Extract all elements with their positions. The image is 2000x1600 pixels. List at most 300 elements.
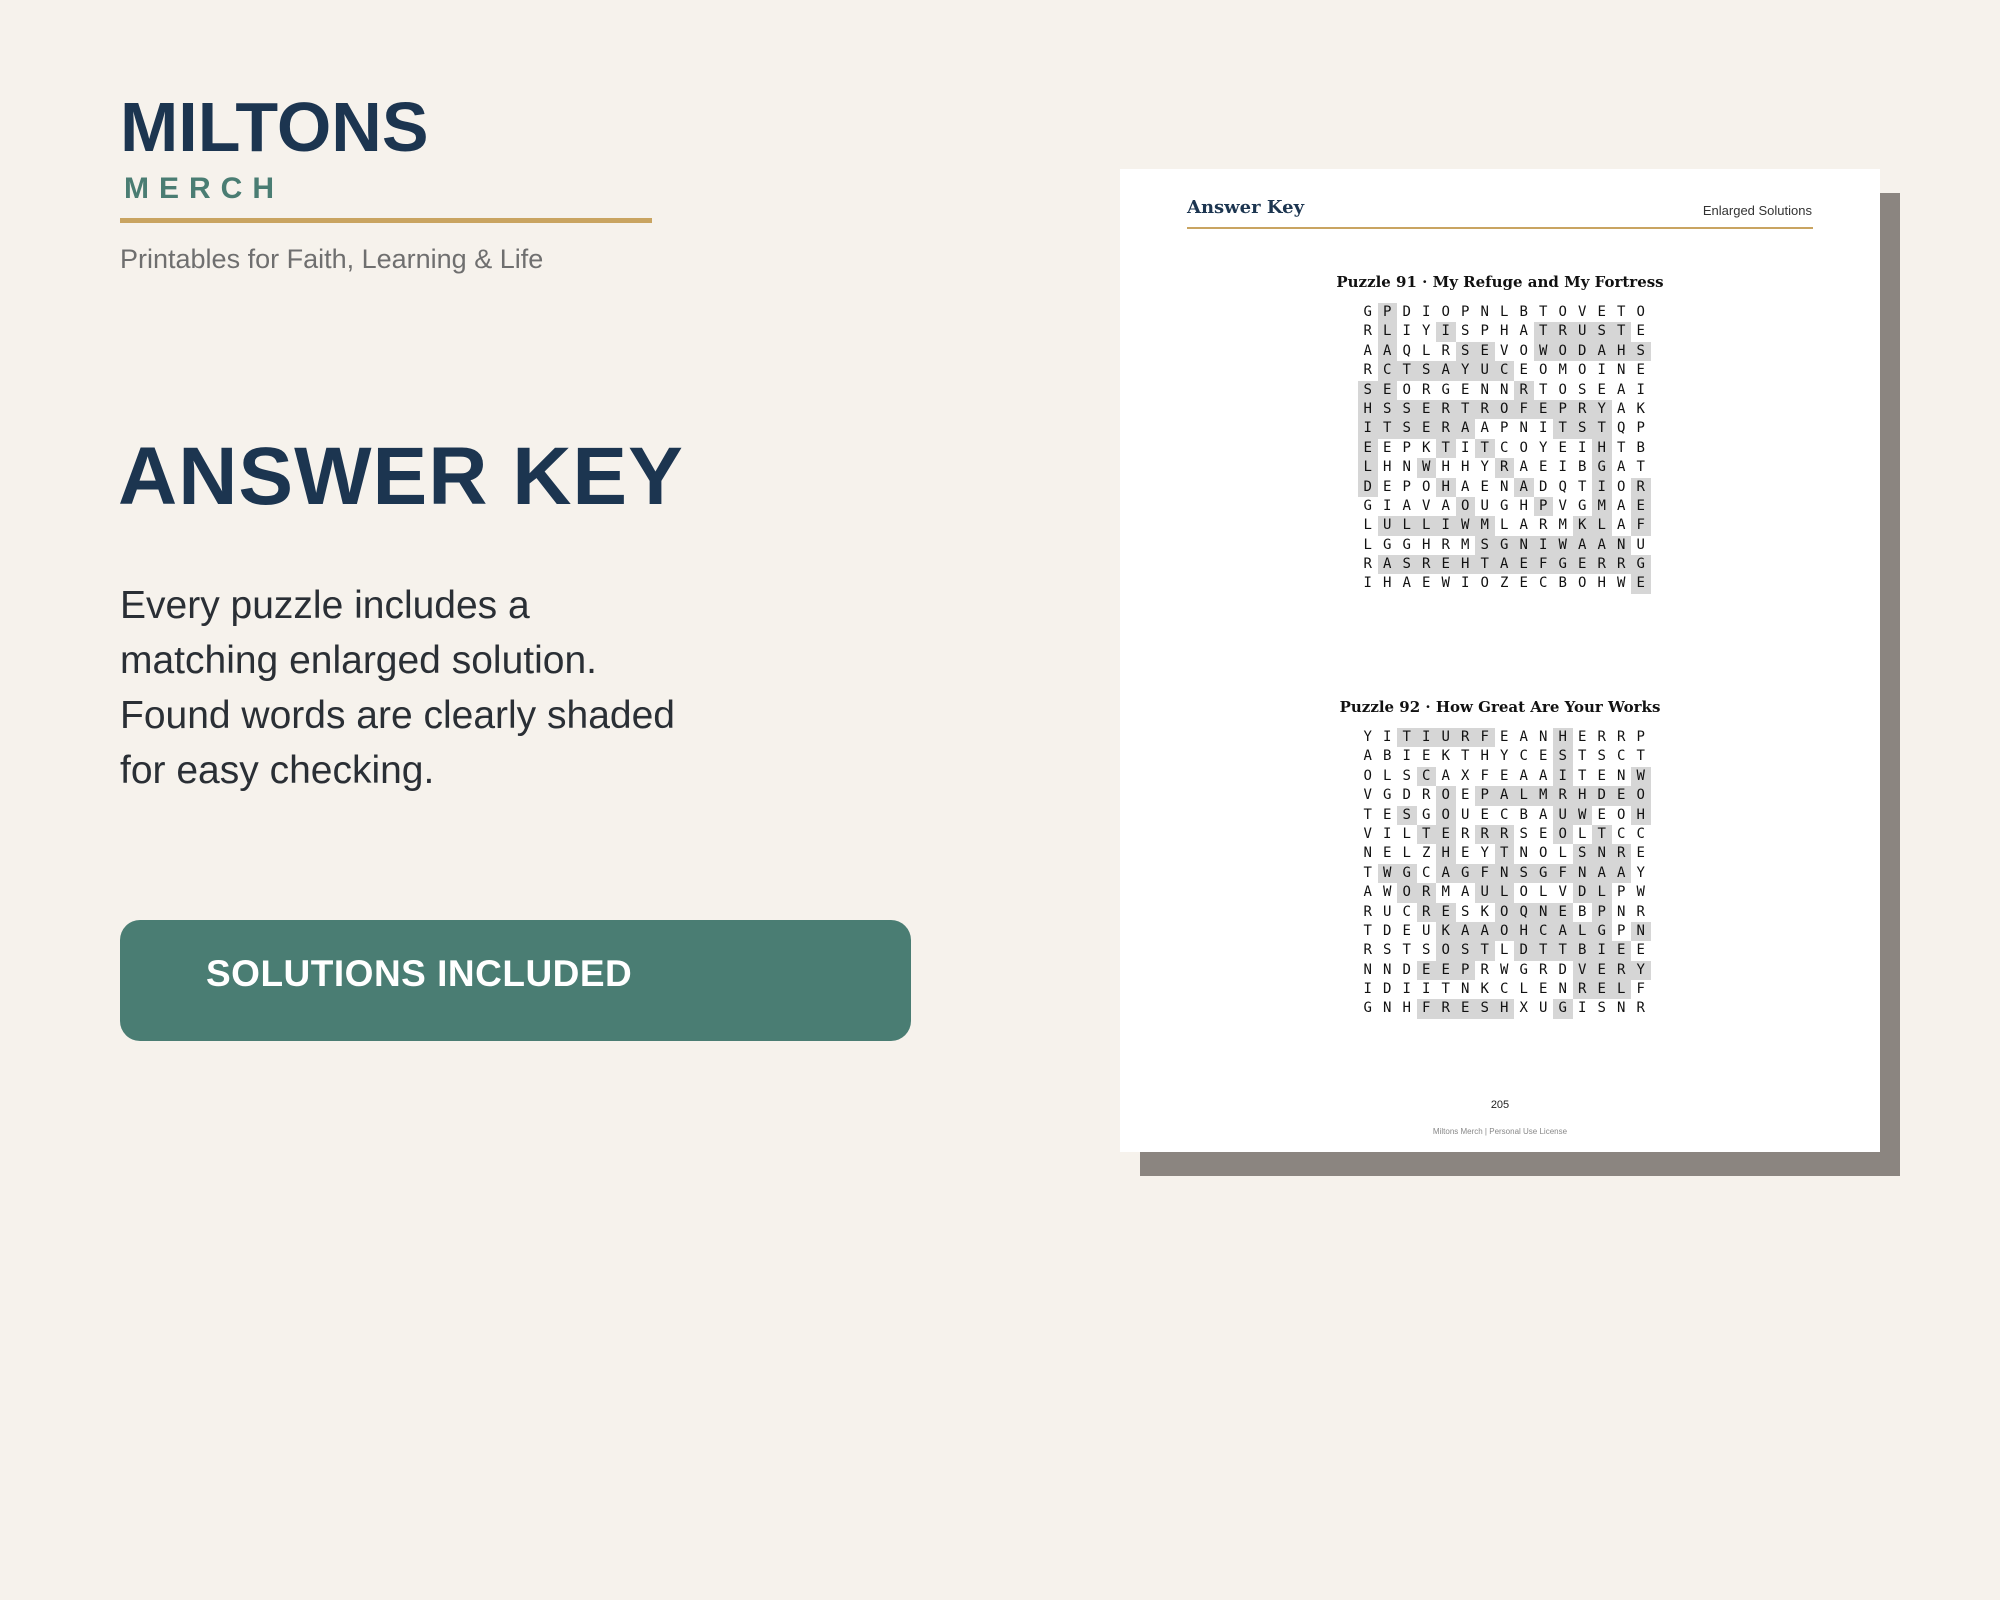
grid-cell: K — [1436, 922, 1456, 941]
brand-logo — [120, 88, 429, 206]
grid-cell: A — [1441, 497, 1450, 514]
grid-cell: T — [1475, 555, 1495, 574]
grid-cell: L — [1514, 786, 1534, 805]
grid-cell: M — [1441, 884, 1450, 901]
grid-cell: B — [1578, 459, 1587, 476]
grid-cell: G — [1363, 497, 1372, 514]
grid-cell: A — [1617, 400, 1626, 417]
grid-cell: A — [1495, 555, 1515, 574]
grid-cell: I — [1534, 536, 1554, 555]
grid-cell: C — [1417, 767, 1437, 786]
grid-cell: A — [1456, 922, 1476, 941]
grid-cell: G — [1397, 864, 1417, 883]
grid-cell: E — [1402, 922, 1411, 939]
grid-cell: T — [1578, 748, 1587, 765]
grid-cell: W — [1500, 961, 1509, 978]
grid-cell: S — [1461, 903, 1470, 920]
grid-cell: Y — [1539, 439, 1548, 456]
grid-cell: N — [1480, 381, 1489, 398]
grid-cell: O — [1539, 845, 1548, 862]
grid-cell: R — [1495, 458, 1515, 477]
grid-cell: O — [1553, 825, 1573, 844]
grid-cell: A — [1456, 419, 1476, 438]
answer-key-page-preview — [1120, 169, 1880, 1152]
grid-cell: A — [1612, 864, 1632, 883]
grid-cell: E — [1461, 381, 1470, 398]
description-line: for easy checking. — [120, 749, 435, 792]
grid-cell: L — [1358, 458, 1378, 477]
grid-cell: N — [1631, 922, 1651, 941]
grid-cell: H — [1480, 748, 1489, 765]
grid-cell: M — [1558, 517, 1567, 534]
grid-cell: N — [1363, 845, 1372, 862]
grid-cell: U — [1636, 536, 1645, 553]
grid-cell: E — [1534, 400, 1554, 419]
grid-cell: N — [1363, 961, 1372, 978]
grid-cell: S — [1573, 419, 1593, 438]
grid-cell: E — [1631, 497, 1651, 516]
grid-cell: E — [1573, 555, 1593, 574]
grid-cell: R — [1363, 942, 1372, 959]
grid-cell: U — [1378, 516, 1398, 535]
grid-cell: L — [1519, 981, 1528, 998]
grid-cell: A — [1519, 729, 1528, 745]
grid-cell: L — [1500, 304, 1509, 320]
grid-cell: S — [1378, 400, 1398, 419]
grid-cell: N — [1612, 536, 1632, 555]
grid-cell: E — [1417, 400, 1437, 419]
grid-cell: N — [1558, 981, 1567, 998]
grid-cell: P — [1402, 478, 1411, 495]
grid-cell: R — [1422, 381, 1431, 398]
grid-cell: A — [1519, 323, 1528, 340]
grid-cell: L — [1500, 517, 1509, 534]
grid-cell: E — [1422, 575, 1431, 592]
grid-cell: P — [1461, 304, 1470, 320]
brand-divider — [120, 218, 652, 223]
grid-cell: S — [1397, 419, 1417, 438]
grid-cell: E — [1636, 323, 1645, 340]
grid-cell: A — [1378, 342, 1398, 361]
grid-cell: E — [1539, 825, 1548, 842]
grid-cell: I — [1417, 728, 1437, 747]
grid-cell: U — [1383, 903, 1392, 920]
grid-cell: B — [1578, 903, 1587, 920]
grid-cell: R — [1539, 517, 1548, 534]
grid-cell: A — [1592, 342, 1612, 361]
grid-cell: K — [1573, 516, 1593, 535]
grid-cell: A — [1539, 767, 1548, 784]
grid-cell: D — [1383, 922, 1392, 939]
grid-cell: T — [1475, 941, 1495, 960]
grid-cell: B — [1636, 439, 1645, 456]
grid-cell: O — [1519, 439, 1528, 456]
grid-cell: P — [1480, 323, 1489, 340]
grid-cell: S — [1475, 999, 1495, 1018]
grid-cell: G — [1631, 555, 1651, 574]
grid-cell: A — [1461, 884, 1470, 901]
grid-cell: E — [1475, 342, 1495, 361]
grid-cell: R — [1363, 362, 1372, 379]
grid-cell: E — [1383, 845, 1392, 862]
grid-cell: N — [1617, 903, 1626, 920]
grid-cell: I — [1558, 459, 1567, 476]
grid-cell: I — [1402, 323, 1411, 340]
grid-cell: S — [1519, 825, 1528, 842]
page-subtitle: Enlarged Solutions — [1702, 203, 1812, 218]
grid-cell: D — [1514, 941, 1534, 960]
grid-cell: U — [1475, 883, 1495, 902]
grid-cell: O — [1363, 767, 1372, 784]
grid-cell: E — [1539, 981, 1548, 998]
grid-cell: E — [1461, 845, 1470, 862]
grid-cell: B — [1573, 941, 1593, 960]
grid-cell: P — [1553, 400, 1573, 419]
grid-cell: E — [1422, 748, 1431, 765]
grid-cell: I — [1461, 575, 1470, 592]
grid-cell: T — [1592, 825, 1612, 844]
grid-cell: O — [1436, 806, 1456, 825]
grid-cell: C — [1519, 748, 1528, 765]
grid-cell: E — [1456, 999, 1476, 1018]
grid-cell: F — [1534, 555, 1554, 574]
grid-cell: E — [1436, 961, 1456, 980]
grid-cell: W — [1441, 575, 1450, 592]
grid-cell: O — [1422, 478, 1431, 495]
grid-cell: Q — [1402, 342, 1411, 359]
grid-cell: O — [1558, 304, 1567, 320]
grid-cell: L — [1363, 536, 1372, 553]
grid-cell: M — [1534, 786, 1554, 805]
grid-cell: C — [1500, 981, 1509, 998]
grid-cell: W — [1617, 575, 1626, 592]
grid-cell: O — [1636, 304, 1645, 320]
grid-cell: P — [1500, 420, 1509, 437]
grid-cell: T — [1553, 419, 1573, 438]
grid-cell: W — [1534, 342, 1554, 361]
grid-cell: L — [1612, 980, 1632, 999]
grid-cell: Q — [1617, 420, 1626, 437]
solutions-badge — [120, 920, 911, 1041]
grid-cell: C — [1402, 903, 1411, 920]
grid-cell: G — [1592, 922, 1612, 941]
grid-cell: E — [1378, 381, 1398, 400]
grid-cell: O — [1617, 806, 1626, 823]
grid-cell: O — [1539, 362, 1548, 379]
grid-cell: O — [1397, 883, 1417, 902]
grid-cell: O — [1436, 786, 1456, 805]
grid-cell: P — [1617, 884, 1626, 901]
grid-cell: E — [1480, 478, 1489, 495]
grid-cell: K — [1422, 439, 1431, 456]
grid-cell: T — [1397, 728, 1417, 747]
grid-cell: H — [1612, 342, 1632, 361]
grid-cell: A — [1402, 497, 1411, 514]
grid-cell: K — [1636, 400, 1645, 417]
grid-cell: G — [1363, 1000, 1372, 1017]
grid-cell: T — [1456, 400, 1476, 419]
grid-cell: U — [1480, 497, 1489, 514]
grid-cell: W — [1573, 806, 1593, 825]
grid-cell: C — [1422, 864, 1431, 881]
grid-cell: S — [1573, 844, 1593, 863]
grid-cell: I — [1592, 941, 1612, 960]
grid-cell: F — [1480, 767, 1489, 784]
grid-cell: A — [1539, 806, 1548, 823]
grid-cell: R — [1441, 536, 1450, 553]
grid-cell: P — [1592, 903, 1612, 922]
solutions-badge-label: SOLUTIONS INCLUDED — [206, 953, 633, 994]
grid-cell: G — [1441, 381, 1450, 398]
grid-cell: E — [1500, 767, 1509, 784]
grid-cell: I — [1383, 497, 1392, 514]
grid-cell: T — [1578, 767, 1587, 784]
grid-cell: E — [1597, 806, 1606, 823]
grid-cell: T — [1636, 748, 1645, 765]
grid-cell: S — [1597, 1000, 1606, 1017]
grid-cell: A — [1378, 555, 1398, 574]
grid-cell: A — [1480, 420, 1489, 437]
grid-cell: S — [1456, 342, 1476, 361]
grid-cell: G — [1553, 999, 1573, 1018]
grid-cell: U — [1553, 806, 1573, 825]
grid-cell: S — [1402, 767, 1411, 784]
grid-cell: Y — [1631, 961, 1651, 980]
grid-cell: R — [1363, 323, 1372, 340]
grid-cell: Y — [1480, 845, 1489, 862]
grid-cell: E — [1436, 555, 1456, 574]
grid-cell: A — [1514, 478, 1534, 497]
grid-cell: V — [1363, 787, 1372, 804]
grid-cell: A — [1617, 517, 1626, 534]
grid-cell: T — [1475, 439, 1495, 458]
grid-cell: A — [1553, 922, 1573, 941]
grid-cell: V — [1573, 961, 1593, 980]
page-number: 205 — [1490, 1099, 1510, 1111]
grid-cell: O — [1441, 304, 1450, 320]
grid-cell: R — [1592, 555, 1612, 574]
grid-cell: T — [1461, 748, 1470, 765]
grid-cell: T — [1539, 381, 1548, 398]
grid-cell: G — [1578, 497, 1587, 514]
grid-cell: E — [1612, 941, 1632, 960]
grid-cell: L — [1383, 767, 1392, 784]
grid-cell: R — [1495, 825, 1515, 844]
grid-cell: H — [1422, 536, 1431, 553]
grid-cell: L — [1417, 516, 1437, 535]
grid-cell: E — [1597, 767, 1606, 784]
grid-cell: C — [1617, 748, 1626, 765]
grid-cell: A — [1461, 478, 1470, 495]
grid-cell: D — [1558, 961, 1567, 978]
grid-cell: Z — [1500, 575, 1509, 592]
grid-cell: P — [1636, 420, 1645, 437]
grid-cell: S — [1461, 323, 1470, 340]
grid-cell: V — [1363, 825, 1372, 842]
grid-cell: O — [1480, 575, 1489, 592]
grid-cell: W — [1456, 516, 1476, 535]
grid-cell: H — [1495, 999, 1515, 1018]
grid-cell: E — [1417, 961, 1437, 980]
grid-cell: H — [1456, 555, 1476, 574]
grid-cell: E — [1558, 439, 1567, 456]
grid-cell: G — [1500, 497, 1509, 514]
grid-cell: H — [1514, 922, 1534, 941]
grid-cell: W — [1631, 767, 1651, 786]
grid-cell: N — [1461, 981, 1470, 998]
grid-cell: N — [1573, 864, 1593, 883]
grid-cell: I — [1363, 981, 1372, 998]
grid-cell: U — [1539, 1000, 1548, 1017]
grid-cell: D — [1358, 478, 1378, 497]
brand-tagline: Printables for Faith, Learning & Life — [120, 244, 544, 274]
grid-cell: R — [1631, 478, 1651, 497]
grid-cell: Y — [1480, 459, 1489, 476]
grid-cell: K — [1480, 903, 1489, 920]
grid-cell: O — [1495, 400, 1515, 419]
grid-cell: R — [1612, 961, 1632, 980]
grid-cell: Q — [1514, 903, 1534, 922]
grid-cell: L — [1495, 883, 1515, 902]
grid-cell: P — [1636, 729, 1645, 745]
grid-cell: S — [1553, 747, 1573, 766]
grid-cell: R — [1436, 419, 1456, 438]
grid-cell: G — [1553, 555, 1573, 574]
grid-cell: P — [1617, 922, 1626, 939]
grid-cell: B — [1519, 806, 1528, 823]
grid-cell: C — [1539, 575, 1548, 592]
grid-cell: T — [1612, 322, 1632, 341]
grid-cell: G — [1383, 787, 1392, 804]
grid-cell: E — [1383, 439, 1392, 456]
grid-cell: O — [1578, 362, 1587, 379]
grid-cell: E — [1553, 903, 1573, 922]
grid-cell: H — [1383, 575, 1392, 592]
grid-cell: R — [1573, 400, 1593, 419]
grid-cell: R — [1475, 400, 1495, 419]
grid-cell: S — [1417, 361, 1437, 380]
grid-cell: C — [1500, 806, 1509, 823]
grid-cell: S — [1578, 381, 1587, 398]
grid-cell: S — [1475, 536, 1495, 555]
grid-cell: I — [1592, 478, 1612, 497]
grid-cell: O — [1436, 941, 1456, 960]
grid-cell: N — [1402, 459, 1411, 476]
grid-cell: N — [1534, 903, 1554, 922]
grid-cell: R — [1612, 555, 1632, 574]
grid-cell: U — [1475, 361, 1495, 380]
grid-cell: E — [1500, 729, 1509, 745]
grid-cell: E — [1436, 825, 1456, 844]
grid-cell: T — [1397, 361, 1417, 380]
grid-cell: H — [1500, 323, 1509, 340]
grid-cell: A — [1573, 536, 1593, 555]
grid-cell: V — [1422, 497, 1431, 514]
grid-cell: F — [1475, 728, 1495, 747]
grid-cell: P — [1475, 786, 1495, 805]
grid-cell: A — [1363, 748, 1372, 765]
grid-cell: I — [1383, 729, 1392, 745]
grid-cell: S — [1422, 942, 1431, 959]
grid-cell: I — [1436, 322, 1456, 341]
grid-cell: A — [1592, 864, 1612, 883]
grid-cell: D — [1539, 478, 1548, 495]
grid-cell: A — [1363, 884, 1372, 901]
grid-cell: S — [1597, 748, 1606, 765]
grid-cell: F — [1514, 400, 1534, 419]
grid-cell: L — [1397, 516, 1417, 535]
grid-cell: N — [1480, 304, 1489, 320]
description-line: matching enlarged solution. — [120, 639, 597, 682]
grid-cell: T — [1495, 844, 1515, 863]
grid-cell: G — [1363, 304, 1372, 320]
grid-cell: I — [1461, 439, 1470, 456]
grid-cell: N — [1500, 478, 1509, 495]
grid-cell: E — [1612, 786, 1632, 805]
grid-cell: R — [1553, 786, 1573, 805]
word-search-grid — [1358, 728, 1651, 1019]
brand-name: MILTONS — [120, 88, 429, 166]
word-search-grid — [1358, 303, 1651, 594]
grid-cell: A — [1519, 517, 1528, 534]
grid-cell: I — [1597, 362, 1606, 379]
grid-cell: E — [1578, 729, 1587, 745]
grid-cell: Y — [1456, 361, 1476, 380]
grid-cell: L — [1573, 922, 1593, 941]
grid-cell: E — [1636, 845, 1645, 862]
grid-cell: I — [1422, 981, 1431, 998]
grid-cell: N — [1617, 767, 1626, 784]
grid-cell: D — [1402, 787, 1411, 804]
grid-cell: C — [1378, 361, 1398, 380]
grid-cell: O — [1578, 575, 1587, 592]
grid-cell: E — [1519, 362, 1528, 379]
page-title: Answer Key — [1187, 197, 1305, 218]
grid-cell: T — [1417, 825, 1437, 844]
grid-cell: F — [1631, 516, 1651, 535]
grid-cell: H — [1358, 400, 1378, 419]
description — [120, 578, 720, 798]
grid-cell: H — [1441, 459, 1450, 476]
grid-cell: E — [1514, 555, 1534, 574]
grid-cell: V — [1558, 884, 1567, 901]
grid-cell: A — [1436, 864, 1456, 883]
grid-cell: I — [1358, 419, 1378, 438]
grid-cell: L — [1558, 845, 1567, 862]
brand-subname: MERCH — [124, 172, 284, 205]
page-divider — [1187, 227, 1813, 229]
grid-cell: E — [1461, 787, 1470, 804]
grid-cell: T — [1363, 806, 1372, 823]
grid-cell: H — [1402, 1000, 1411, 1017]
grid-cell: R — [1553, 322, 1573, 341]
description-line: Found words are clearly shaded — [120, 694, 675, 737]
grid-cell: P — [1534, 497, 1554, 516]
grid-cell: Z — [1422, 845, 1431, 862]
grid-cell: E — [1417, 419, 1437, 438]
grid-cell: L — [1592, 883, 1612, 902]
grid-cell: H — [1573, 786, 1593, 805]
grid-cell: A — [1592, 536, 1612, 555]
grid-cell: E — [1597, 381, 1606, 398]
grid-cell: N — [1500, 381, 1509, 398]
grid-cell: H — [1519, 497, 1528, 514]
grid-cell: R — [1480, 961, 1489, 978]
grid-cell: E — [1539, 748, 1548, 765]
description-line: Every puzzle includes a — [120, 584, 530, 627]
grid-cell: L — [1378, 322, 1398, 341]
grid-cell: A — [1495, 786, 1515, 805]
